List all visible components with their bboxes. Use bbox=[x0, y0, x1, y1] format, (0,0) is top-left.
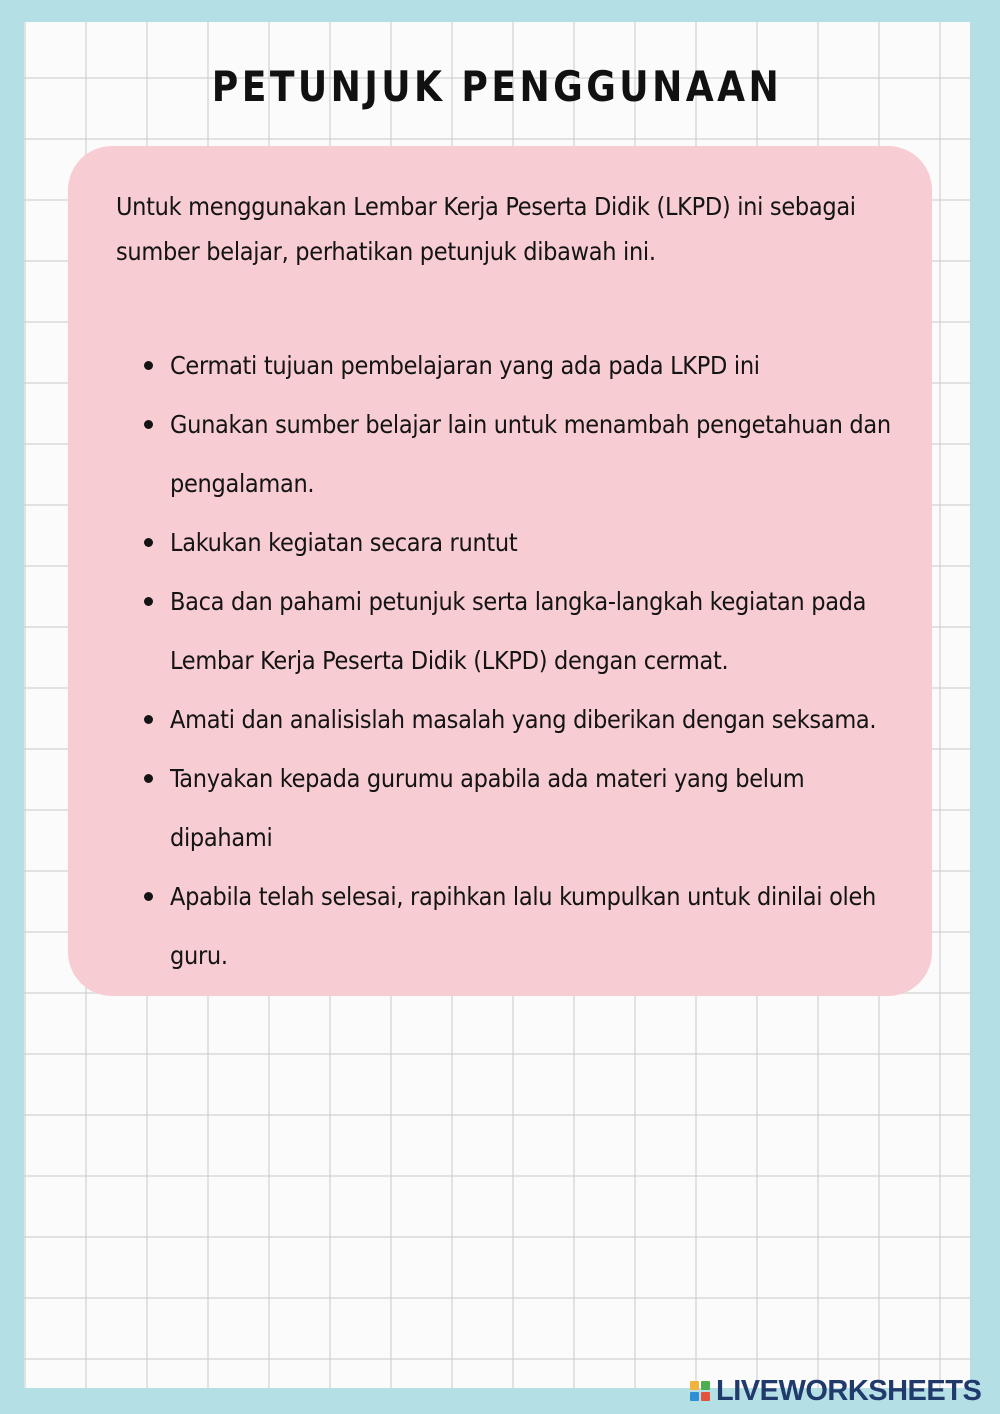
bullet-icon bbox=[144, 715, 153, 724]
list-item bbox=[116, 867, 906, 985]
list-item bbox=[116, 690, 906, 749]
logo-square bbox=[690, 1392, 699, 1401]
bullet-icon bbox=[144, 892, 153, 901]
bullet-icon bbox=[144, 774, 153, 783]
bullet-icon bbox=[144, 597, 153, 606]
list-item-text: Lakukan kegiatan secara runtut bbox=[170, 528, 518, 557]
list-item bbox=[116, 749, 906, 867]
page-title: PETUNJUK PENGGUNAAN bbox=[211, 62, 783, 111]
worksheet-page bbox=[24, 22, 970, 1388]
logo-square bbox=[701, 1381, 710, 1390]
intro-text: Untuk menggunakan Lembar Kerja Peserta Didik (LKPD) ini sebagai sumber belajar, perhatikan petunjuk dibawah ini. bbox=[116, 192, 856, 266]
liveworksheets-logo-icon bbox=[690, 1381, 710, 1401]
list-item bbox=[116, 513, 906, 572]
bullet-icon bbox=[144, 361, 153, 370]
list-item-text: Cermati tujuan pembelajaran yang ada pada LKPD ini bbox=[170, 351, 760, 380]
list-item-text: Amati dan analisislah masalah yang diberikan dengan seksama. bbox=[170, 705, 877, 734]
bullet-icon bbox=[144, 420, 153, 429]
logo-square bbox=[690, 1381, 699, 1390]
liveworksheets-watermark bbox=[690, 1374, 981, 1408]
list-item-text: Baca dan pahami petunjuk serta langka-langkah kegiatan pada Lembar Kerja Peserta Didik (LKPD) dengan cermat. bbox=[170, 587, 867, 675]
brand-name: LIVEWORKSHEETS bbox=[716, 1374, 982, 1407]
list-item bbox=[116, 572, 906, 690]
bullet-icon bbox=[144, 538, 153, 547]
list-item-text: Tanyakan kepada gurumu apabila ada materi yang belum dipahami bbox=[170, 764, 805, 852]
logo-square bbox=[701, 1392, 710, 1401]
list-item bbox=[116, 336, 906, 395]
instruction-list bbox=[116, 336, 906, 985]
instructions-card bbox=[68, 146, 932, 996]
list-item-text: Gunakan sumber belajar lain untuk menambah pengetahuan dan pengalaman. bbox=[170, 410, 891, 498]
list-item-text: Apabila telah selesai, rapihkan lalu kumpulkan untuk dinilai oleh guru. bbox=[170, 882, 876, 970]
list-item bbox=[116, 395, 906, 513]
